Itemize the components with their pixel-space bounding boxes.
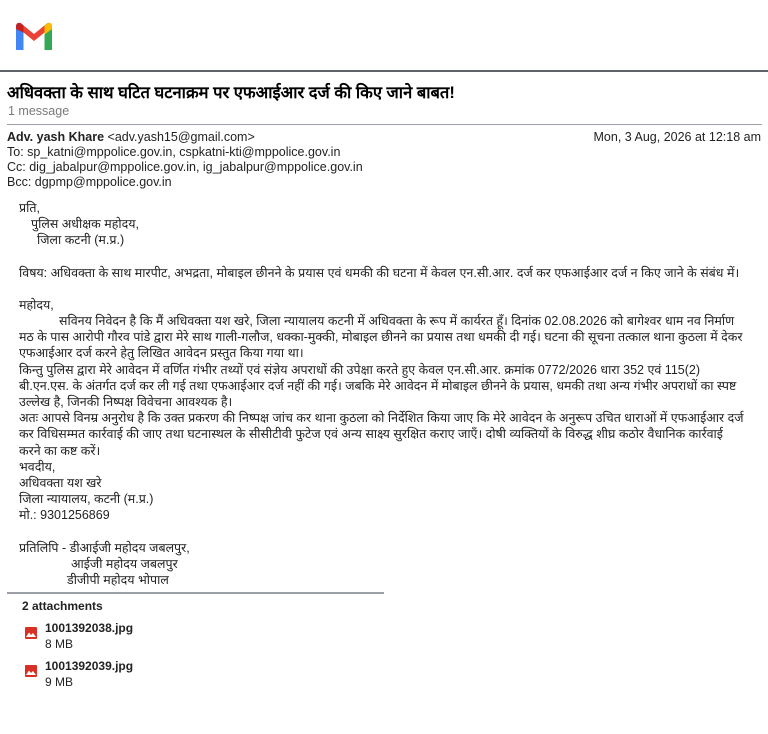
signature-court: जिला न्यायालय, कटनी (म.प्र.) <box>19 492 154 507</box>
paragraph-2: किन्तु पुलिस द्वारा मेरे आवेदन में वर्णित गंभीर तथ्यों एवं संज्ञेय अपराधों की उपेक्षा करते हुए केवल एन.सी.आर. क्रमांक 0772/2026 धारा 352 एवं 115(2) बी.एन.एस. के अंतर्गत दर्ज कर ली गई तथा एफआईआर दर्ज नहीं की गई। जबकि मेरे आवेदन में मोबाइल छीनने के प्रयास, धमकी तथा अन्य गंभीर अपराधों का स्पष्ट उल्लेख है, जिनकी निष्पक्ष विवेचना आवश्यक है। <box>19 362 740 410</box>
message-count: 1 message <box>8 104 70 118</box>
paragraph-1: सविनय निवेदन है कि मैं अधिवक्ता यश खरे, जिला न्यायालय कटनी में अधिवक्ता के रूप में कार्यरत हूँ। दिनांक 02.08.2026 को बागेश्वर धाम नव निर्माण मठ के पास आरोपी गौरव पांडे द्वारा मेरे साथ गाली-गलौज, धक्का-मुक्की, मोबाइल छीनने का प्रयास तथा धमकी दी गई। घटना की सूचना तत्काल थाना कुठला में देकर एफआईआर दर्ज करने हेतु लिखित आवेदन प्रस्तुत किया गया था। <box>19 314 746 361</box>
attachment-name[interactable]: 1001392038.jpg <box>45 621 134 635</box>
gmail-logo <box>13 17 55 53</box>
header-divider <box>0 70 768 72</box>
attachment-size: 8 MB <box>45 637 74 651</box>
email-date: Mon, 3 Aug, 2026 at 12:18 am <box>593 130 761 144</box>
addressee-district: जिला कटनी (म.प्र.) <box>37 233 125 248</box>
attachments-divider <box>7 592 384 594</box>
signature-mobile: मो.: 9301256869 <box>19 508 110 523</box>
addressee-line: प्रति, <box>19 201 40 215</box>
email-body <box>19 200 747 588</box>
attachments-title: 2 attachments <box>22 599 103 613</box>
attachment-size: 9 MB <box>45 675 74 689</box>
signature-name: अधिवक्ता यश खरे <box>19 476 102 491</box>
letter-subject: विषय: अधिवक्ता के साथ मारपीट, अभद्रता, मोबाइल छीनने के प्रयास एवं धमकी की घटना में केवल एन.सी.आर. दर्ज कर एफआईआर दर्ज न किए जाने के संबंध में। <box>19 265 740 280</box>
salutation: महोदय, <box>19 297 54 312</box>
email-subject: अधिवक्ता के साथ घटित घटनाक्रम पर एफआईआर दर्ज की किए जाने बाबत! <box>7 84 455 102</box>
bcc-recipients: Bcc: dgpmp@mppolice.gov.in <box>7 175 172 189</box>
sender-email[interactable]: <adv.yash15@gmail.com> <box>107 130 255 144</box>
image-file-icon <box>25 627 37 639</box>
copy-to-line-3: डीजीपी महोदय भोपाल <box>67 573 169 588</box>
copy-to-line-1: प्रतिलिपि - डीआईजी महोदय जबलपुर, <box>19 540 190 555</box>
cc-recipients: Cc: dig_jabalpur@mppolice.gov.in, ig_jabalpur@mppolice.gov.in <box>7 160 363 174</box>
to-recipients: To: sp_katni@mppolice.gov.in, cspkatni-kti@mppolice.gov.in <box>7 145 341 159</box>
image-file-icon <box>25 665 37 677</box>
email-header <box>7 130 762 190</box>
sender-name[interactable]: Adv. yash Khare <box>7 130 105 144</box>
addressee-title: पुलिस अधीक्षक महोदय, <box>31 217 139 232</box>
copy-to-line-2: आईजी महोदय जबलपुर <box>71 556 178 571</box>
paragraph-3: अतः आपसे विनम्र अनुरोध है कि उक्त प्रकरण की निष्पक्ष जांच कर थाना कुठला को निर्देशित किया जाए कि मेरे आवेदन के अनुरूप उचित धाराओं में एफआईआर दर्ज कर विधिसम्मत कार्रवाई की जाए तथा घटनास्थल के सीसीटीवी फुटेज एवं अन्य साक्ष्य सुरक्षित कराए जाएँ। दोषी व्यक्तियों के विरुद्ध शीघ्र कठोर वैधानिक कार्रवाई करने का कष्ट करें। <box>19 411 747 458</box>
attachment-name[interactable]: 1001392039.jpg <box>45 659 134 673</box>
closing: भवदीय, <box>19 459 56 474</box>
subject-divider <box>7 124 762 125</box>
